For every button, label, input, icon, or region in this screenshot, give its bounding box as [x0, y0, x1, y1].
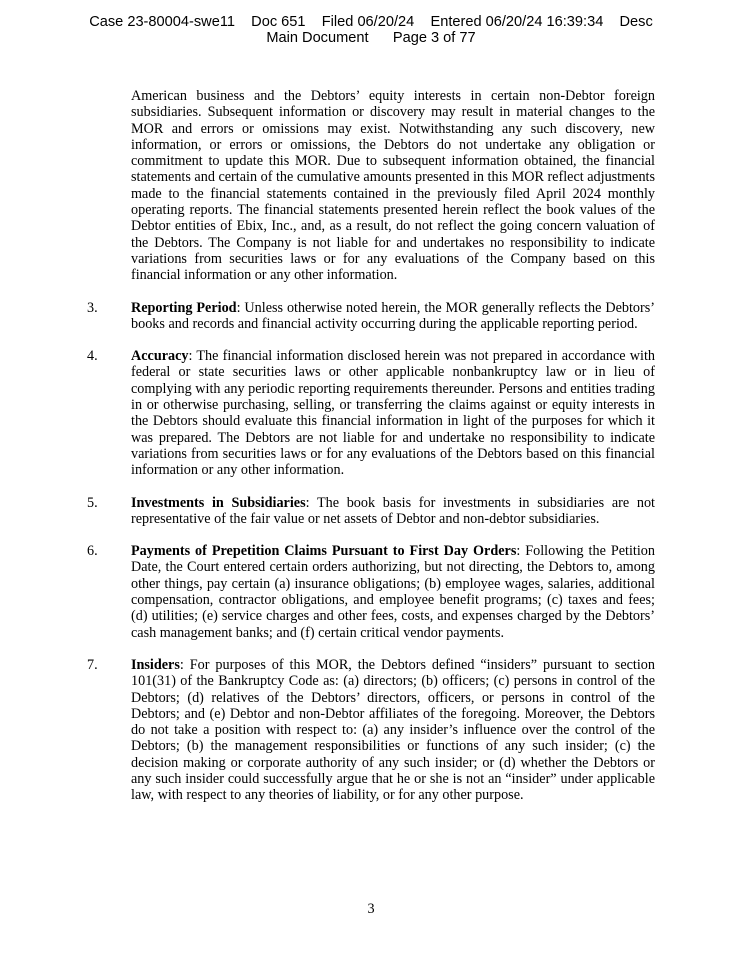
list-item-insiders [87, 657, 655, 804]
item-body [131, 657, 655, 804]
item-body [131, 543, 655, 641]
item-body [131, 348, 655, 478]
list-item-reporting-period [87, 300, 655, 333]
item-text: : The financial information disclosed herein was not prepared in accordance with federal or state securities laws or other applicable nonbankruptcy law or in lieu of complying with any periodic reporting requirements thereunder. Persons and entities trading in or otherwise purchasing, selling, or transferring the claims against or equity interests in the Debtors should evaluate this financial information in light of the purposes for which it was prepared. The Debtors are not liable for and undertake no responsibility to indicate variations from securities laws or for any evaluations of the Debtors based on this financial information or any other information. [131, 348, 655, 479]
page-number: 3 [367, 901, 375, 917]
item-term: Payments of Prepetition Claims Pursuant to First Day Orders [131, 543, 517, 560]
item-number: 7. [87, 656, 98, 673]
item-term: Reporting Period [131, 299, 237, 316]
item-number: 5. [87, 494, 98, 511]
document-body [87, 88, 655, 804]
item-term: Accuracy [131, 348, 189, 365]
list-item-prepetition-claims [87, 543, 655, 641]
item-term: Insiders [131, 656, 180, 673]
item-number: 6. [87, 543, 98, 560]
list-item-accuracy [87, 348, 655, 478]
item-text: : Following the Petition Date, the Court entered certain orders authorizing, but not directing, the Debtors to, among other things, pay certain (a) insurance obligations; (b) employee wages, salaries, additional compensation, contractor obligations, and employee benefit programs; (c) taxes and fees; (d) utilities; (e) service charges and other fees, costs, and expenses charged by the Debtors’ cash management banks; and (f) certain critical vendor payments. [131, 543, 655, 641]
continued-paragraph: American business and the Debtors’ equity interests in certain non-Debtor foreign subsidiaries. Subsequent information or discovery may result in material changes to the MOR and errors or omissions may exist. Notwithstanding any such discovery, new information, or errors or omissions, the Debtors do not undertake any obligation or commitment to update this MOR. Due to subsequent information obtained, the financial statements and certain of the cumulative amounts presented in this MOR reflect adjustments made to the financial statements contained in the previously filed April 2024 monthly operating reports. The financial statements presented herein reflect the book values of the Debtor entities of Ebix, Inc., and, as a result, do not reflect the going concern valuation of the Debtors. The Company is not liable for and undertakes no responsibility to indicate variations from securities laws or for any evaluations of the Company based on this financial information or any other information. [131, 88, 656, 284]
case-info-line: Case 23-80004-swe11 Doc 651 Filed 06/20/24 Entered 06/20/24 16:39:34 Desc [89, 14, 653, 30]
item-body [131, 300, 655, 333]
item-number: 3. [87, 299, 98, 316]
item-term: Investments in Subsidiaries [131, 494, 306, 511]
item-text: : Unless otherwise noted herein, the MOR generally reflects the Debtors’ books and records and financial activity occurring during the applicable reporting period. [131, 299, 655, 332]
item-text: : The book basis for investments in subsidiaries are not representative of the fair value or net assets of Debtor and non-debtor subsidiaries. [131, 494, 655, 527]
court-filing-header [0, 14, 742, 46]
item-text: : For purposes of this MOR, the Debtors defined “insiders” pursuant to section 101(31) of the Bankruptcy Code as: (a) directors; (b) officers; (c) persons in control of the Debtors; (d) relatives of the Debtors’ directors, officers, or persons in control of the Debtors; and (e) Debtor and non-Debtor affiliates of the foregoing. Moreover, the Debtors do not take a position with respect to: (a) any insider’s influence over the control of the Debtors; (b) the management responsibilities or functions of any such insider; (c) the decision making or corporate authority of any such insider; or (d) whether the Debtors or any such insider could successfully argue that he or she is not an “insider” under applicable law, with respect to any theories of liability, or for any other purpose. [131, 656, 655, 804]
item-body [131, 495, 655, 528]
page-info-line: Main Document Page 3 of 77 [266, 30, 476, 46]
list-item-investments [87, 495, 655, 528]
item-number: 4. [87, 348, 98, 365]
